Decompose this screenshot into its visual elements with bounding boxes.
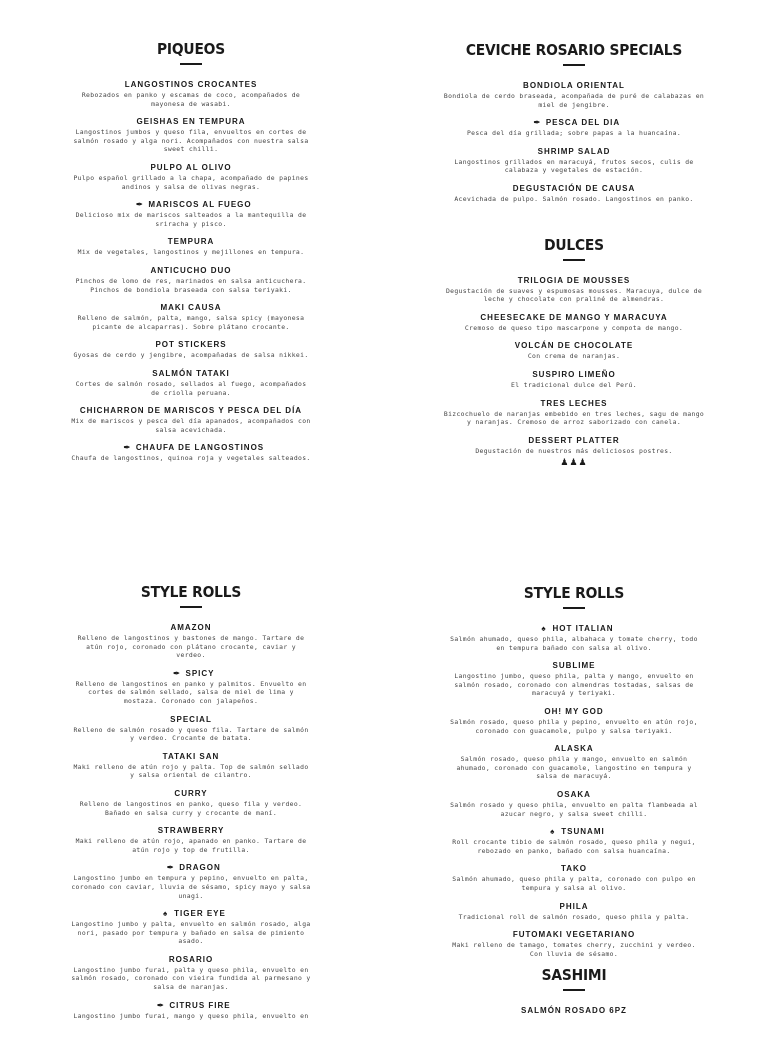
spicy-chili-icon: ✒ <box>166 863 174 873</box>
menu-item <box>70 668 312 706</box>
spicy-chili-icon: ✒ <box>136 200 143 210</box>
menu-item <box>70 116 312 154</box>
menu-item-description: Con crema de naranjas. <box>527 352 621 361</box>
menu-item-name <box>450 1005 698 1016</box>
menu-item-name-text: TATAKI SAN <box>162 751 220 761</box>
menu-item-description: Bizcochuelo de naranjas embebido en tres leches, sagu de mango y naranjas. Cremoso de arroz saborizado con canela. <box>443 409 705 427</box>
menu-item-name <box>70 862 312 873</box>
menu-item-description: Relleno de salmón, palta, mango, salsa spicy (mayonesa picante de alcaparras). Sobre plátano crocante. <box>77 314 305 331</box>
title-underline <box>563 989 585 991</box>
section-piqueos <box>70 40 312 463</box>
menu-item-name <box>70 302 312 313</box>
menu-item-description: Pulpo español grillado a la chapa, acompañado de papines andinos y salsa de olivas negras. <box>73 173 309 191</box>
menu-item-name <box>70 622 312 633</box>
menu-item-name-text: AMAZON <box>170 623 212 632</box>
menu-item <box>70 302 312 331</box>
menu-item-name-text: SALMÓN TATAKI <box>152 368 230 378</box>
menu-item-description: Maki relleno de atún rojo, apanado en panko. Tartare de atún rojo y top de frutilla. <box>75 837 307 854</box>
spicy-chili-icon: ✒ <box>173 668 180 678</box>
menu-item-name <box>70 668 312 679</box>
menu-item-name-text: TRES LECHES <box>540 398 608 408</box>
menu-item <box>450 929 698 958</box>
menu-item-description: Cremoso de queso tipo mascarpone y compota de mango. <box>464 323 684 332</box>
section-title: STYLE ROLLS <box>140 583 242 601</box>
menu-item-name-text: ANTICUCHO DUO <box>150 265 232 275</box>
menu-item-name <box>442 435 706 446</box>
menu-item-name-text: HOT ITALIAN <box>552 624 614 633</box>
menu-item-name <box>70 162 312 173</box>
hot-pepper-icon: ♠ <box>541 624 546 633</box>
menu-item-description: Langostinos grillados en maracuyá, frutos secos, culis de calabaza y vegetales de estación. <box>454 157 694 175</box>
menu-item <box>70 199 312 228</box>
menu-item-name <box>442 398 706 409</box>
menu-item-name-text: TSUNAMI <box>561 827 605 837</box>
spicy-chili-icon: ✒ <box>533 118 541 128</box>
menu-item <box>442 117 706 138</box>
menu-item-description: Bondiola de cerdo braseada, acompañada de puré de calabazas en miel de jengibre. <box>443 92 705 109</box>
menu-item <box>450 660 698 698</box>
section-title: PIQUEOS <box>156 40 225 58</box>
menu-item <box>442 146 706 175</box>
sharing-people-icon: ♟♟♟ <box>560 457 588 468</box>
menu-item-name <box>70 199 312 210</box>
menu-item <box>70 1000 312 1021</box>
menu-item-description: Langostino jumbo en tempura y pepino, envuelto en palta, coronado con caviar, lluvia de sésamo, spicy mayo y salsa unagi. <box>71 874 311 900</box>
menu-item-description: Pinchos de lomo de res, marinados en salsa anticuchera. Pinchos de bondiola braseada con salsa teriyaki. <box>75 276 307 294</box>
menu-item-name-text: SALMÓN ROSADO 6PZ <box>521 1006 627 1016</box>
menu-item-name <box>450 901 698 912</box>
menu-item-name <box>450 863 698 874</box>
menu-item-name <box>70 714 312 725</box>
menu-item-description: Pesca del día grillada; sobre papas a la huancaína. <box>466 129 682 138</box>
menu-item-name <box>70 405 312 416</box>
section-sashimi <box>450 966 698 1016</box>
menu-item <box>70 339 312 360</box>
section-title: DULCES <box>544 235 604 254</box>
menu-item-name <box>70 788 312 799</box>
menu-item-description: Acevichada de pulpo. Salmón rosado. Langostinos en panko. <box>454 194 694 203</box>
spicy-chili-icon: ✒ <box>123 443 131 453</box>
menu-item <box>450 901 698 922</box>
menu-item <box>450 1005 698 1016</box>
menu-item-name <box>450 826 698 837</box>
menu-item <box>442 340 706 361</box>
menu-item-name <box>442 369 706 380</box>
menu-item-description: Maki relleno de atún rojo y palta. Top de salmón sellado y salsa oriental de cilantro. <box>73 762 309 780</box>
menu-item-name <box>450 929 698 940</box>
section-style-rolls-right <box>450 584 698 958</box>
menu-item-name <box>70 825 312 836</box>
menu-item-description: Relleno de langostinos en panko y palmitos. Envuelto en cortes de salmón sellado, salsa de miel de lima y mostaza. Coronado con jalapeños. <box>75 679 307 705</box>
section-ceviche-specials <box>442 41 706 204</box>
menu-item-description: Salmón rosado, queso phila y mango, envuelto en salmón ahumado, coronado con guacamole, langostino en tempura y salsa de maracuyá. <box>456 755 692 781</box>
menu-item <box>442 80 706 109</box>
menu-item-name-text: LANGOSTINOS CROCANTES <box>124 80 258 89</box>
menu-item-name-text: TEMPURA <box>167 237 215 247</box>
menu-item-name-text: SHRIMP SALAD <box>537 146 611 156</box>
title-underline <box>180 63 202 65</box>
menu-item-name <box>70 236 312 247</box>
menu-item <box>70 622 312 660</box>
menu-item <box>450 863 698 892</box>
menu-item-name-text: MARISCOS AL FUEGO <box>148 200 252 210</box>
menu-item-name-text: ALASKA <box>554 744 594 754</box>
column-top-right <box>442 41 706 498</box>
menu-item-name-text: MAKI CAUSA <box>160 303 222 313</box>
menu-item <box>442 183 706 204</box>
menu-item-name <box>450 623 698 634</box>
menu-item-name <box>70 368 312 379</box>
menu-item <box>70 714 312 743</box>
menu-item-name <box>70 908 312 919</box>
menu-item <box>70 368 312 397</box>
hot-pepper-icon: ♠ <box>163 909 168 919</box>
section-title: SASHIMI <box>541 966 607 985</box>
menu-item-name-text: DRAGON <box>179 863 221 873</box>
menu-item <box>70 236 312 257</box>
menu-item <box>70 442 312 463</box>
menu-item <box>70 825 312 854</box>
menu-item-description: Relleno de salmón rosado y queso fila. Tartare de salmón y verdeo. Crocante de batata. <box>73 725 309 743</box>
menu-item-description: Salmón ahumado, queso phila y palta, coronado con pulpo en tempura y salsa al olivo. <box>452 875 696 892</box>
menu-item-description: Mix de mariscos y pesca del día apanados, acompañados con salsa acevichada. <box>71 417 311 434</box>
menu-item-name <box>70 339 312 350</box>
menu-item-name <box>450 789 698 800</box>
menu-item-description: Roll crocante tibio de salmón rosado, queso phila y negui, rebozado en panko, bañado con salsa huancaína. <box>452 838 696 855</box>
menu-item <box>450 789 698 818</box>
menu-item <box>70 908 312 946</box>
column-top-left <box>70 40 312 493</box>
menu-item-name-text: CHEESECAKE DE MANGO Y MARACUYA <box>480 312 668 322</box>
menu-item-description: Chaufa de langostinos, quinoa roja y vegetales salteados. <box>71 454 311 463</box>
menu-item-name-text: PHILA <box>559 901 589 911</box>
menu-item-description: Degustación de suaves y espumosas mousses. Maracuya, dulce de leche y chocolate con praliné de almendras. <box>445 286 703 304</box>
menu-item-description: Langostinos jumbos y queso fila, envueltos en cortes de salmón rosado y alga nori. Acompañados con nuestra salsa sweet chilli. <box>73 128 309 154</box>
menu-item-name-text: OH! MY GOD <box>544 706 604 716</box>
menu-item-name <box>70 954 312 965</box>
menu-item <box>70 862 312 900</box>
menu-item-name <box>70 265 312 276</box>
menu-item-name <box>70 1000 312 1011</box>
menu-item-name-text: FUTOMAKI VEGETARIANO <box>512 930 636 940</box>
menu-item-name-text: OSAKA <box>557 789 591 799</box>
menu-item-name <box>442 275 706 286</box>
menu-item <box>450 706 698 735</box>
menu-item-description: Relleno de langostinos y bastones de mango. Tartare de atún rojo, coronado con plátano crocante, caviar y verdeo. <box>77 634 305 660</box>
menu-item-name-text: ROSARIO <box>168 954 214 964</box>
menu-item-name-text: TRILOGIA DE MOUSSES <box>517 275 631 285</box>
menu-item-description: Rebozados en panko y escamas de coco, acompañados de mayonesa de wasabi. <box>81 91 301 108</box>
menu-item-name-text: GEISHAS EN TEMPURA <box>136 117 246 127</box>
menu-item-name-text: CHAUFA DE LANGOSTINOS <box>135 443 265 453</box>
menu-item-name-text: SUSPIRO LIMEÑO <box>532 369 616 379</box>
menu-item <box>450 623 698 652</box>
section-style-rolls-left <box>70 583 312 1020</box>
menu-item-name <box>450 743 698 754</box>
menu-item-name <box>442 340 706 351</box>
title-underline <box>563 607 585 609</box>
menu-item-description: Gyosas de cerdo y jengibre, acompañadas de salsa nikkei. <box>73 351 309 360</box>
menu-item-name-text: STRAWBERRY <box>157 826 225 836</box>
menu-item <box>70 751 312 780</box>
menu-item-description: Langostino jumbo, queso phila, palta y mango, envuelto en salmón rosado, coronado con almendras tostadas, salsas de maracuyá y teriyaki. <box>454 672 694 698</box>
menu-item <box>70 954 312 992</box>
menu-item-name <box>442 146 706 157</box>
menu-item-name <box>450 706 698 717</box>
menu-item-name-text: SPECIAL <box>170 714 212 724</box>
menu-item-name-text: PESCA DEL DIA <box>545 118 621 128</box>
menu-item-name <box>442 117 706 128</box>
title-underline <box>563 64 585 66</box>
menu-item-name-text: PULPO AL OLIVO <box>150 162 232 172</box>
menu-item <box>442 398 706 427</box>
menu-item-description: Delicioso mix de mariscos salteados a la mantequilla de sriracha y pisco. <box>75 211 307 228</box>
title-underline <box>563 259 585 261</box>
section-title: CEVICHE ROSARIO SPECIALS <box>465 41 683 59</box>
menu-item <box>442 435 706 469</box>
menu-item-name-text: TIGER EYE <box>174 909 226 919</box>
menu-item-name-text: CHICHARRON DE MARISCOS Y PESCA DEL DÍA <box>79 406 303 416</box>
menu-item <box>70 79 312 108</box>
menu-item-description: Cortes de salmón rosado, sellados al fuego, acompañados de criolla peruana. <box>75 379 307 397</box>
column-bottom-right <box>450 584 698 1046</box>
menu-item-description: Relleno de langostinos en panko, queso fila y verdeo. Bañado en salsa curry y crocante de maní. <box>79 799 303 817</box>
menu-item-description: Langostino jumbo furai, palta y queso phila, envuelto en salmón rosado, coronado con vieira fundida al parmesano y salsa de naranjas. <box>71 965 311 992</box>
menu-item-name-text: DEGUSTACIÓN DE CAUSA <box>512 183 636 193</box>
menu-item-name <box>70 751 312 762</box>
menu-item-description: Salmón rosado, queso phila y pepino, envuelto en atún rojo, coronado con guacamole, pulpo y salsa teriyaki. <box>450 717 698 735</box>
menu-item-name-text: DESSERT PLATTER <box>528 435 620 445</box>
menu-item-name-text: VOLCÁN DE CHOCOLATE <box>514 341 634 351</box>
menu-item-name-text: SPICY <box>185 668 215 678</box>
menu-item-name <box>450 660 698 671</box>
menu-item-name <box>70 442 312 453</box>
menu-item <box>442 312 706 333</box>
menu-item-description: Salmón rosado y queso phila, envuelto en palta flambeada al azucar negro, y salsa sweet chilli. <box>450 800 698 818</box>
menu-item-name-text: CITRUS FIRE <box>169 1000 231 1010</box>
menu-item <box>442 275 706 304</box>
title-underline <box>180 606 202 608</box>
menu-item-name <box>442 312 706 323</box>
menu-item-description: Langostino jumbo y palta, envuelto en salmón rosado, alga nori, pasado por tempura y bañado en salsa de pimiento asado. <box>71 920 311 946</box>
menu-item-description: Degustación de nuestros más deliciosos postres. <box>475 446 673 455</box>
menu-item <box>70 788 312 817</box>
menu-item <box>450 826 698 855</box>
menu-item <box>450 743 698 781</box>
menu-item <box>70 405 312 434</box>
menu-item-description: Salmón ahumado, queso phila, albahaca y tomate cherry, todo en tempura bañado con salsa al olivo. <box>450 635 698 652</box>
section-dulces <box>442 236 706 469</box>
menu-item <box>70 162 312 191</box>
menu-item-description: Maki relleno de tamago, tomates cherry, zucchini y verdeo. Con lluvia de sésamo. <box>452 941 696 958</box>
menu-item-name-text: SUBLIME <box>552 661 596 671</box>
section-title: STYLE ROLLS <box>523 584 625 602</box>
menu-item-name-text: BONDIOLA ORIENTAL <box>523 81 625 90</box>
menu-item-name-text: TAKO <box>560 864 588 874</box>
menu-item-description: El tradicional dulce del Perú. <box>511 380 637 389</box>
menu-item-name <box>442 80 706 91</box>
spicy-chili-icon: ✒ <box>157 1000 164 1010</box>
hot-pepper-icon: ♠ <box>550 827 555 837</box>
menu-item-name-text: CURRY <box>174 788 208 798</box>
menu-item-description: Mix de vegetales, langostinos y mejillones en tempura. <box>77 248 305 257</box>
menu-item-name <box>70 79 312 90</box>
menu-item <box>70 265 312 294</box>
menu-item-description: Langostino jumbo furai, mango y queso phila, envuelto en <box>73 1011 309 1020</box>
menu-item-name <box>442 183 706 194</box>
menu-item-name <box>70 116 312 127</box>
menu-item <box>442 369 706 390</box>
column-bottom-left <box>70 583 312 1050</box>
menu-item-name-text: POT STICKERS <box>155 340 227 350</box>
menu-item-description: Tradicional roll de salmón rosado, queso phila y palta. <box>458 912 690 921</box>
